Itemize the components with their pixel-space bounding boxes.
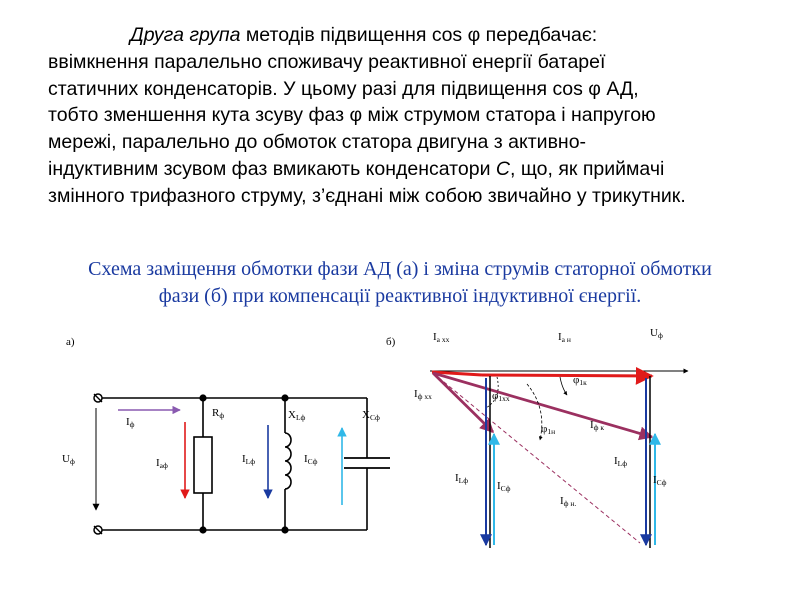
node-top-2 <box>281 394 288 401</box>
paragraph-line-5: мережі, паралельно до обмоток статора двигуна з активно- <box>48 131 587 154</box>
inductor-coil <box>285 433 291 489</box>
inductive-current-label: ILф <box>242 453 256 466</box>
label-u-phase: Uф <box>650 327 663 340</box>
paragraph-line-3: статичних конденсаторів. У цьому разі для підвищення cos φ АД, <box>48 77 639 100</box>
label-i-c-right: ICф <box>653 474 667 487</box>
label-phi-1xx: φ1xx <box>492 390 510 403</box>
label-phi-1k: φ1к <box>573 374 587 387</box>
caption-line-1: Схема заміщення обмотки фази АД (а) і зміна струмів статорної обмотки <box>88 258 712 280</box>
label-i-l-left: ILф <box>455 472 469 485</box>
inductive-reactance-label: XLф <box>288 409 306 422</box>
label-i-c-left: ICф <box>497 480 511 493</box>
label-i-a-xx: Ia xx <box>433 331 450 344</box>
label-i-l-right: ILф <box>614 455 628 468</box>
circuit-i-label: Iф <box>126 416 135 429</box>
capacitive-current-label: ICф <box>304 453 318 466</box>
circuit-panel-label: а) <box>66 336 75 348</box>
node-bottom-2 <box>281 526 288 533</box>
paragraph-line-2: ввімкнення паралельно споживачу реактивної енергії батареї <box>48 50 606 73</box>
phasor-diagram <box>386 327 688 548</box>
caption-line-2: фази (б) при компенсації реактивної індуктивної єнергії. <box>158 285 642 307</box>
label-i-phase-xx: Iф xx <box>414 388 432 401</box>
paragraph-capacitor-symbol: C <box>495 157 510 180</box>
paragraph-line-6-a: індуктивним зсувом фаз вмикають конденсатори <box>48 157 496 180</box>
phi-1n-arc <box>527 384 542 440</box>
circuit-diagram <box>62 336 390 534</box>
label-i-phase-n: Iф н. <box>560 495 577 508</box>
label-phi-1n: φ1н <box>541 423 556 436</box>
paragraph-line-7: змінного трифазного струму, з’єднані між собою звичайно у трикутник. <box>48 184 686 207</box>
paragraph-line-1-text: методів підвищення cos φ передбачає: <box>240 24 598 46</box>
node-bottom-1 <box>199 526 206 533</box>
resistor-label: Rф <box>212 407 225 420</box>
phi-1k-arc <box>560 377 567 395</box>
paragraph-line-6-b: , що, як приймачі <box>509 157 665 180</box>
circuit-u-label: Uф <box>62 453 75 466</box>
paragraph-lead-italic: Друга група <box>130 24 241 46</box>
paragraph-line-4: тобто зменшення кута зсуву фаз φ між струмом статора і напругою <box>48 104 656 127</box>
capacitive-reactance-label: XCф <box>362 409 380 422</box>
label-i-a-n: Ia н <box>558 331 571 344</box>
phasor-panel-label: б) <box>386 336 396 348</box>
node-top-1 <box>199 394 206 401</box>
label-i-phase-k: Iф к <box>590 419 605 432</box>
active-current-nominal-phasor <box>482 375 652 376</box>
active-current-label: Iаф <box>156 457 168 470</box>
resistor <box>194 437 212 493</box>
